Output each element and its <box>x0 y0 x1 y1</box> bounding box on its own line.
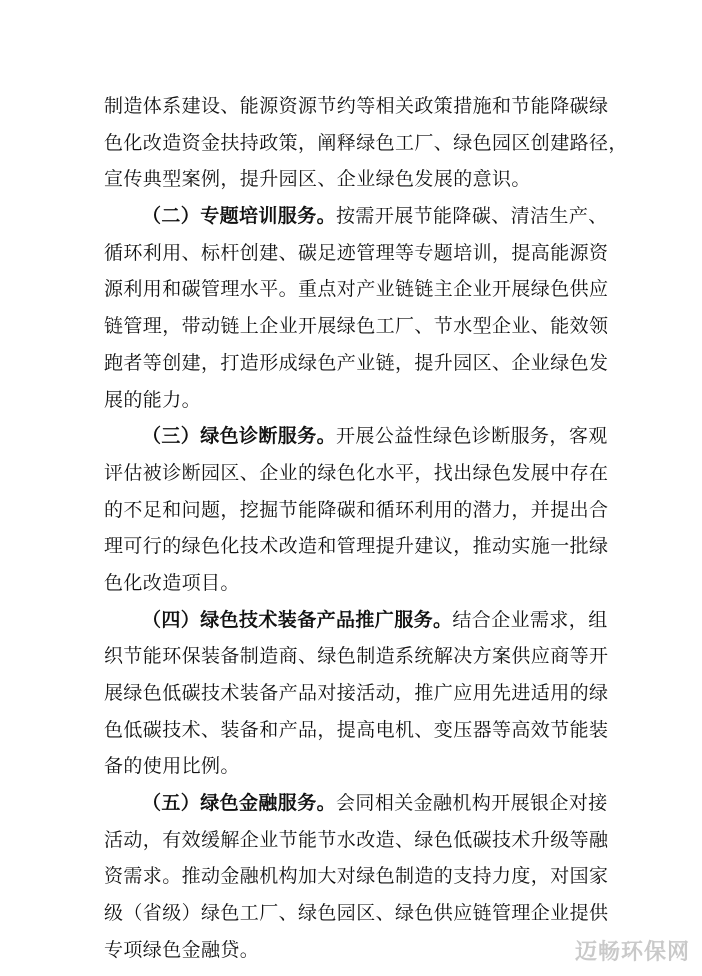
paragraph-diagnosis-service <box>104 418 609 601</box>
text-line: 的不足和问题，挖掘节能降碳和循环利用的潜力，并提出合 <box>104 498 609 521</box>
text-line: 级（省级）绿色工厂、绿色园区、绿色供应链管理企业提供 <box>104 902 609 925</box>
text-line: 色化改造资金扶持政策，阐释绿色工厂、绿色园区创建路径， <box>104 131 628 154</box>
text-line: 宣传典型案例，提升园区、企业绿色发展的意识。 <box>104 168 531 191</box>
text-line: 评估被诊断园区、企业的绿色化水平，找出绿色发展中存在 <box>104 461 609 484</box>
document-page <box>104 88 628 969</box>
text-line: 资需求。推动金融机构加大对绿色制造的支持力度，对国家 <box>104 865 609 888</box>
watermark-logo: 迈畅环保网 <box>574 940 690 965</box>
text-fragment: 结合企业需求，组 <box>452 608 608 631</box>
text-fragment: 开展公益性绿色诊断服务，客观 <box>336 425 608 448</box>
text-fragment: 按需开展节能降碳、清洁生产、 <box>336 205 608 228</box>
text-line: 循环利用、标杆创建、碳足迹管理等专题培训，提高能源资 <box>104 241 609 264</box>
section-heading: （四）绿色技术装备产品推广服务。 <box>142 608 453 631</box>
text-line: 活动，有效缓解企业节能节水改造、绿色低碳技术升级等融 <box>104 828 609 851</box>
paragraph-intro-continued <box>104 88 628 198</box>
text-line: 色低碳技术、装备和产品，提高电机、变压器等高效节能装 <box>104 718 609 741</box>
text-line: 备的使用比例。 <box>104 755 240 778</box>
text-line <box>104 198 608 235</box>
text-line <box>104 418 608 455</box>
text-line: 展的能力。 <box>104 388 202 411</box>
text-line <box>104 602 608 639</box>
text-line: 跑者等创建，打造形成绿色产业链，提升园区、企业绿色发 <box>104 351 609 374</box>
section-heading: （五）绿色金融服务。 <box>142 792 337 815</box>
text-fragment: 会同相关金融机构开展银企对接 <box>336 792 608 815</box>
section-heading: （三）绿色诊断服务。 <box>142 425 337 448</box>
section-heading: （二）专题培训服务。 <box>142 205 337 228</box>
paragraph-technology-promotion-service <box>104 602 609 785</box>
text-line: 源利用和碳管理水平。重点对产业链链主企业开展绿色供应 <box>104 278 609 301</box>
text-line: 织节能环保装备制造商、绿色制造系统解决方案供应商等开 <box>104 645 609 668</box>
text-line: 链管理，带动链上企业开展绿色工厂、节水型企业、能效领 <box>104 315 609 338</box>
paragraph-finance-service <box>104 785 609 968</box>
text-line: 理可行的绿色化技术改造和管理提升建议，推动实施一批绿 <box>104 535 609 558</box>
text-line: 展绿色低碳技术装备产品对接活动，推广应用先进适用的绿 <box>104 682 609 704</box>
text-line: 专项绿色金融贷。 <box>104 938 260 961</box>
text-line: 色化改造项目。 <box>104 571 240 594</box>
text-line: 制造体系建设、能源资源节约等相关政策措施和节能降碳绿 <box>104 95 609 117</box>
paragraph-training-service <box>104 198 609 418</box>
text-line <box>104 785 608 822</box>
